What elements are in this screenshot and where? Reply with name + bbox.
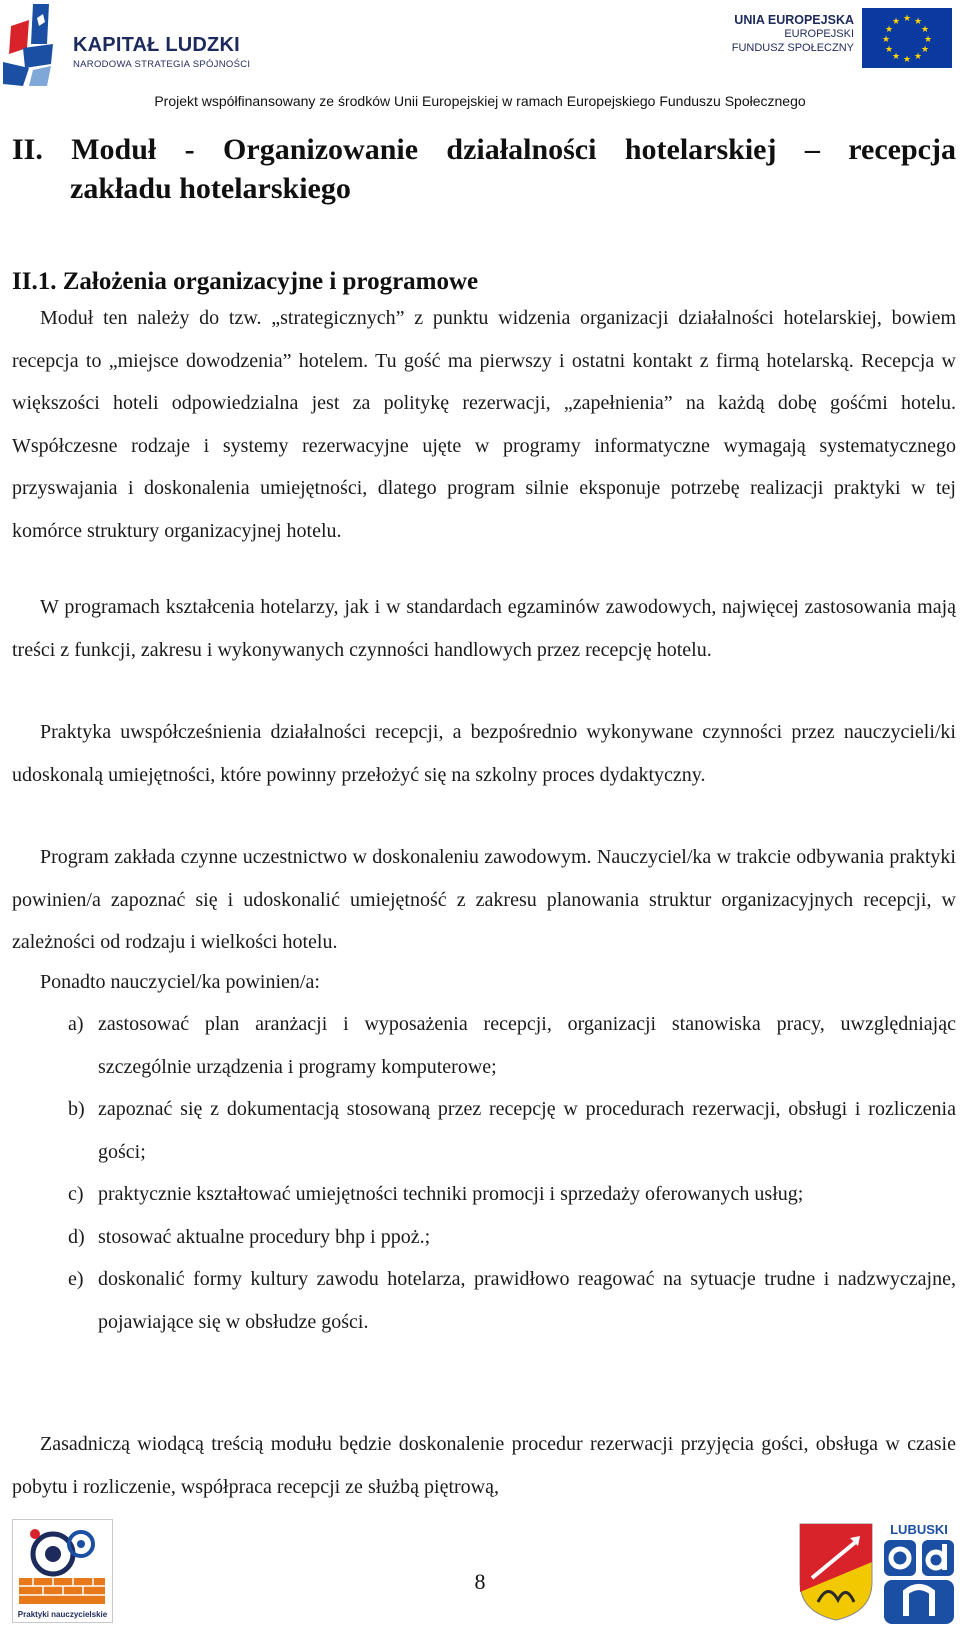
eu-line-2: EUROPEJSKI bbox=[784, 28, 854, 40]
section-heading: II.1. Założenia organizacyjne i programowe bbox=[12, 268, 479, 295]
svg-text:★: ★ bbox=[920, 45, 930, 55]
kapital-ludzki-title: KAPITAŁ LUDZKI bbox=[73, 34, 240, 56]
page-number: 8 bbox=[474, 1569, 486, 1594]
list-item bbox=[12, 1216, 956, 1259]
list-marker: a) bbox=[68, 1013, 84, 1035]
svg-text:★: ★ bbox=[913, 17, 923, 27]
module-heading-line-1: II. Moduł - Organizowanie działalności hotelarskiej – recepcja bbox=[12, 133, 956, 166]
eu-line-1: UNIA EUROPEJSKA bbox=[734, 13, 854, 27]
svg-text:★: ★ bbox=[891, 17, 901, 27]
kapital-ludzki-mark-icon bbox=[3, 4, 57, 86]
paragraph-practice bbox=[12, 711, 956, 796]
list-item-text: stosować aktualne procedury bhp i ppoż.; bbox=[98, 1225, 431, 1248]
kapital-ludzki-subtitle: NARODOWA STRATEGIA SPÓJNOŚCI bbox=[73, 59, 251, 70]
svg-text:★: ★ bbox=[881, 35, 891, 45]
svg-text:★: ★ bbox=[923, 35, 933, 45]
list-item-text: zastosować plan aranżacji i wyposażenia recepcji, organizacji stanowiska pracy, uwzględniając szczególnie urządzenia i programy komputerowe; bbox=[98, 1013, 956, 1078]
paragraph-moreover bbox=[12, 961, 956, 1004]
paragraph-closing bbox=[12, 1423, 956, 1508]
cofinancing-note: Projekt współfinansowany ze środków Unii Europejskiej w ramach Europejskiego Funduszu Społecznego bbox=[154, 93, 806, 109]
list-marker: b) bbox=[68, 1098, 85, 1120]
kapital-ludzki-logo bbox=[3, 4, 263, 86]
svg-text:★: ★ bbox=[884, 25, 894, 35]
svg-text:LUBUSKI: LUBUSKI bbox=[890, 1522, 948, 1537]
svg-text:★: ★ bbox=[884, 45, 894, 55]
paragraph-practice-text: Praktyka uwspółcześnienia działalności recepcji, a bezpośrednio wykonywane czynności przez nauczycieli/ki udoskonalą umiejętności, które powinny przełożyć się na szkolny proces dydaktyczny. bbox=[12, 721, 956, 786]
eu-logo-text bbox=[732, 13, 854, 55]
svg-text:★: ★ bbox=[891, 52, 901, 62]
svg-text:★: ★ bbox=[920, 25, 930, 35]
list-item-text: praktycznie kształtować umiejętności techniki promocji i sprzedaży oferowanych usług; bbox=[98, 1183, 804, 1205]
praktyki-logo-icon bbox=[13, 1520, 112, 1610]
paragraph-intro-text: Moduł ten należy do tzw. „strategicznych” z punktu widzenia organizacji działalności hotelarskiej, bowiem recepcja to „miejsce dowodzenia” hotelem. Tu gość ma pierwszy i ostatni kontakt z firmą hotelarską. Recepcja w większości hoteli odpowiedzialna jest za politykę rezerwacji, „zapełnienia” na każdą dobę gośćmi hotelu. Współczesne rodzaje i systemy rezerwacyjne ujęte w programy informatyczne wymagają systematycznego przyswajania i doskonalenia umiejętności, dlatego program silnie eksponuje potrzebę realizacji praktyki w tej komórce struktury organizacyjnej hotelu. bbox=[12, 307, 956, 542]
list-item-text: doskonalić formy kultury zawodu hotelarza, prawidłowo reagować na sytuacje trudne i nadzwyczajne, pojawiające się w obsłudze gości. bbox=[98, 1268, 956, 1333]
module-heading-line-2: zakładu hotelarskiego bbox=[70, 172, 351, 205]
paragraph-closing-text: Zasadniczą wiodącą treścią modułu będzie doskonalenie procedur rezerwacji przyjęcia gości, obsługa w czasie pobytu i rozliczenie, współpraca recepcji ze służbą piętrową, bbox=[12, 1433, 956, 1498]
list-marker: d) bbox=[68, 1225, 85, 1248]
logo-caption: Praktyki nauczycielskie bbox=[17, 1610, 108, 1619]
list-marker: e) bbox=[68, 1268, 84, 1290]
list-item bbox=[12, 1258, 956, 1343]
paragraph-program bbox=[12, 836, 956, 964]
list-item bbox=[12, 1088, 956, 1173]
svg-text:★: ★ bbox=[913, 52, 923, 62]
eu-line-3: FUNDUSZ SPOŁECZNY bbox=[731, 42, 854, 54]
paragraph-program-text: Program zakłada czynne uczestnictwo w doskonaleniu zawodowym. Nauczyciel/ka w trakcie odbywania praktyki powinien/a zapoznać się i udoskonalić umiejętność z zakresu planowania struktur organizacyjnych recepcji, w zależności od rodzaju i wielkości hotelu. bbox=[12, 846, 956, 953]
eu-flag-icon bbox=[862, 8, 952, 68]
svg-text:★: ★ bbox=[902, 55, 912, 65]
list-marker: c) bbox=[68, 1183, 84, 1205]
header-logos bbox=[0, 0, 960, 92]
paragraph-programs bbox=[12, 586, 956, 671]
paragraph-moreover-text: Ponadto nauczyciel/ka powinien/a: bbox=[40, 971, 320, 993]
list-item bbox=[12, 1173, 956, 1216]
paragraph-intro bbox=[12, 297, 956, 552]
requirements-list bbox=[12, 1003, 956, 1343]
eu-logo bbox=[712, 8, 952, 68]
footer bbox=[0, 1505, 960, 1631]
paragraph-programs-text: W programach kształcenia hotelarzy, jak i w standardach egzaminów zawodowych, najwięcej zastosowania mają treści z funkcji, zakresu i wykonywanych czynności handlowych przez recepcję hotelu. bbox=[12, 596, 956, 661]
svg-text:★: ★ bbox=[902, 14, 912, 24]
module-heading bbox=[12, 130, 956, 208]
list-item bbox=[12, 1003, 956, 1088]
list-item-text: zapoznać się z dokumentacją stosowaną przez recepcję w procedurach rezerwacji, obsługi i rozliczenia gości; bbox=[98, 1098, 956, 1163]
